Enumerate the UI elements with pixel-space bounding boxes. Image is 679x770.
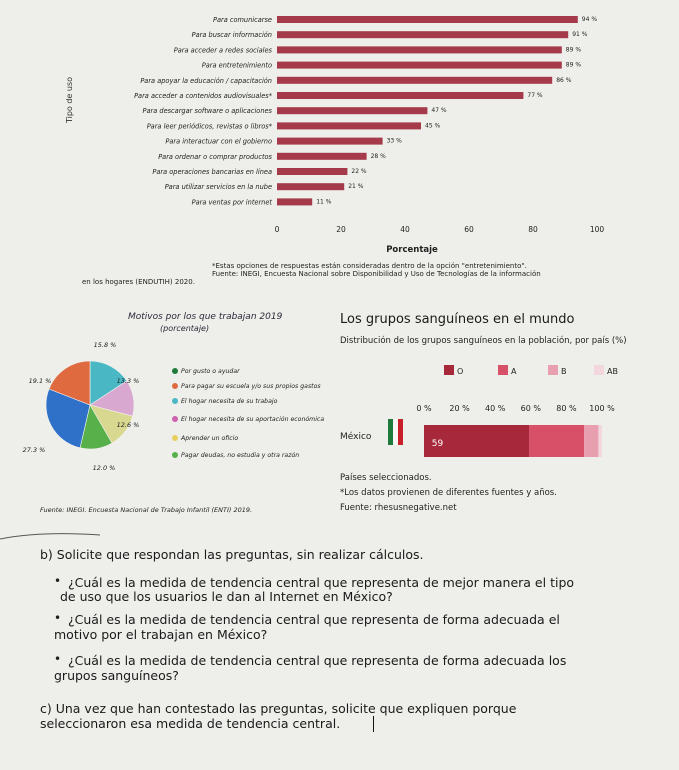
blood-title: Los grupos sanguíneos en el mundo — [340, 312, 575, 327]
bar-3 — [277, 62, 562, 69]
pie-value-label: 12.6 % — [116, 421, 140, 429]
legend-swatch — [172, 368, 178, 374]
pie-value-label: 27.3 % — [22, 446, 46, 454]
pie-legend-item-4: Aprender un oficio — [172, 435, 238, 442]
blood-tick-label: 60 % — [520, 404, 541, 413]
y-axis-label: Tipo de uso — [65, 76, 74, 124]
pie-source: Fuente: INEGI. Encuesta Nacional de Trabajo Infantil (ENTI) 2019. — [40, 506, 253, 514]
pie-value-label: 19.1 % — [28, 377, 52, 385]
usage-bar-chart — [0, 0, 679, 260]
question-2-line-1: ¿Cuál es la medida de tendencia central que representa de forma adecuada el — [68, 612, 560, 627]
bar-6 — [277, 107, 427, 114]
legend-swatch — [172, 383, 178, 389]
bar-9 — [277, 153, 367, 160]
pie-legend-item-2: El hogar necesita de su trabajo — [172, 398, 277, 405]
blood-segment-2 — [584, 425, 598, 457]
bar-category-label: Para interactuar con el gobierno — [165, 137, 272, 146]
blood-legend-label: A — [511, 367, 517, 376]
blood-subtitle: Distribución de los grupos sanguíneos en la población, por país (%) — [340, 336, 627, 346]
bar-0 — [277, 16, 578, 23]
pie-subtitle: (porcentaje) — [160, 324, 210, 333]
bar-category-label: Para acceder a contenidos audiovisuales* — [134, 92, 272, 100]
x-axis-label: Porcentaje — [386, 245, 438, 255]
x-tick-label: 100 — [589, 225, 605, 234]
blood-source: Fuente: rhesusnegative.net — [340, 503, 457, 513]
question-1-line-1: ¿Cuál es la medida de tendencia central que representa de mejor manera el tipo — [68, 575, 575, 590]
pie-legend-item-3: El hogar necesita de su aportación económica — [172, 416, 324, 423]
mexico-flag-icon-center — [393, 419, 398, 445]
blood-legend-swatch-2 — [548, 365, 558, 375]
bar-category-label: Para descargar software o aplicaciones — [142, 107, 272, 116]
bar-1 — [277, 31, 568, 38]
legend-swatch — [172, 452, 178, 458]
question-1-line-2: de uso que los usuarios le dan al Internet en México? — [60, 589, 393, 604]
blood-segment-3 — [598, 425, 602, 457]
blood-tick-label: 40 % — [485, 404, 506, 413]
blood-country-label: México — [340, 432, 372, 442]
pie-value-label: 12.0 % — [92, 464, 116, 472]
question-3-line-1: ¿Cuál es la medida de tendencia central que representa de forma adecuada los — [68, 653, 567, 668]
x-tick-label: 80 — [528, 225, 538, 234]
blood-group-chart — [330, 355, 630, 475]
bar-value-label: 45 % — [425, 122, 441, 130]
x-tick-label: 20 — [336, 225, 346, 234]
mexico-flag-icon-right — [398, 419, 403, 445]
legend-swatch — [172, 416, 178, 422]
bar-value-label: 86 % — [556, 76, 572, 84]
blood-legend-label: O — [457, 367, 464, 376]
bar-value-label: 77 % — [527, 92, 543, 99]
blood-note-1: Países seleccionados. — [340, 473, 432, 483]
x-tick-label: 0 — [274, 225, 280, 234]
pie-legend-item-0: Por gusto o ayudar — [172, 368, 240, 375]
bar-category-label: Para operaciones bancarias en línea — [152, 168, 272, 176]
bar-source-line-2: en los hogares (ENDUTIH) 2020. — [82, 278, 195, 286]
blood-tick-label: 0 % — [416, 404, 432, 413]
bar-value-label: 21 % — [348, 183, 364, 191]
bar-4 — [277, 77, 552, 84]
bar-5 — [277, 92, 523, 99]
bar-7 — [277, 122, 421, 129]
bar-category-label: Para ventas por internet — [191, 198, 272, 207]
question-c-line-1: c) Una vez que han contestado las preguntas, solicite que expliquen porque — [40, 701, 517, 716]
mexico-flag-icon — [388, 419, 393, 445]
bar-11 — [277, 183, 344, 190]
bar-category-label: Para leer periódicos, revistas o libros* — [146, 122, 272, 131]
text-cursor[interactable] — [373, 716, 374, 732]
bar-10 — [277, 168, 347, 175]
blood-legend-label: B — [561, 367, 567, 376]
pie-value-label: 15.8 % — [93, 341, 117, 349]
blood-legend-swatch-3 — [594, 365, 604, 375]
bullet-icon: • — [54, 611, 62, 625]
bullet-icon: • — [54, 652, 62, 666]
pie-legend-item-1: Para pagar su escuela y/o sus propios gastos — [172, 383, 321, 390]
bar-value-label: 33 % — [386, 137, 402, 145]
question-2-line-2: motivo por el trabajan en México? — [54, 627, 268, 642]
pie-value-label: 13.3 % — [116, 377, 140, 385]
bar-12 — [277, 198, 312, 205]
bar-value-label: 89 % — [565, 61, 582, 69]
bar-category-label: Para apoyar la educación / capacitación — [140, 76, 272, 85]
bar-value-label: 28 % — [370, 152, 386, 160]
legend-swatch — [172, 398, 178, 404]
question-3-line-2: grupos sanguíneos? — [54, 668, 179, 683]
bar-category-label: Para acceder a redes sociales — [173, 46, 272, 55]
pie-legend-item-5: Pagar deudas, no estudia y otra razón — [172, 452, 299, 459]
bar-category-label: Para ordenar o comprar productos — [158, 152, 272, 161]
blood-tick-label: 80 % — [556, 404, 577, 413]
bar-value-label: 11 % — [316, 198, 332, 206]
motives-pie-chart — [0, 330, 170, 480]
bar-category-label: Para buscar información — [191, 31, 272, 40]
bar-value-label: 47 % — [431, 107, 447, 115]
blood-data-label: 59 — [431, 439, 444, 449]
bullet-icon: • — [54, 574, 62, 588]
bar-source-line-1: Fuente: INEGI, Encuesta Nacional sobre Disponibilidad y Uso de Tecnologías de la información — [212, 270, 541, 278]
question-c-line-2: seleccionaron esa medida de tendencia central. — [40, 716, 341, 731]
x-tick-label: 60 — [464, 225, 474, 234]
bar-value-label: 22 % — [351, 168, 367, 175]
divider-line — [0, 525, 120, 545]
legend-swatch — [172, 435, 178, 441]
bar-category-label: Para comunicarse — [212, 16, 272, 24]
blood-tick-label: 100 % — [589, 404, 615, 413]
bar-category-label: Para entretenimiento — [201, 61, 272, 70]
question-b-heading: b) Solicite que respondan las preguntas, sin realizar cálculos. — [40, 547, 424, 562]
bar-value-label: 89 % — [565, 46, 582, 54]
blood-legend-label: AB — [607, 367, 618, 376]
pie-title: Motivos por los que trabajan 2019 — [128, 312, 283, 322]
blood-legend-swatch-0 — [444, 365, 454, 375]
blood-legend-swatch-1 — [498, 365, 508, 375]
x-tick-label: 40 — [400, 225, 410, 234]
bar-value-label: 94 % — [581, 16, 598, 23]
bar-8 — [277, 138, 383, 145]
blood-tick-label: 20 % — [449, 404, 470, 413]
bar-footnote: *Estas opciones de respuestas están consideradas dentro de la opción "entretenimiento". — [212, 262, 527, 270]
blood-segment-1 — [529, 425, 584, 457]
bar-category-label: Para utilizar servicios en la nube — [164, 183, 272, 192]
bar-2 — [277, 46, 562, 53]
blood-note-2: *Los datos provienen de diferentes fuentes y años. — [340, 488, 557, 498]
bar-value-label: 91 % — [572, 31, 588, 39]
